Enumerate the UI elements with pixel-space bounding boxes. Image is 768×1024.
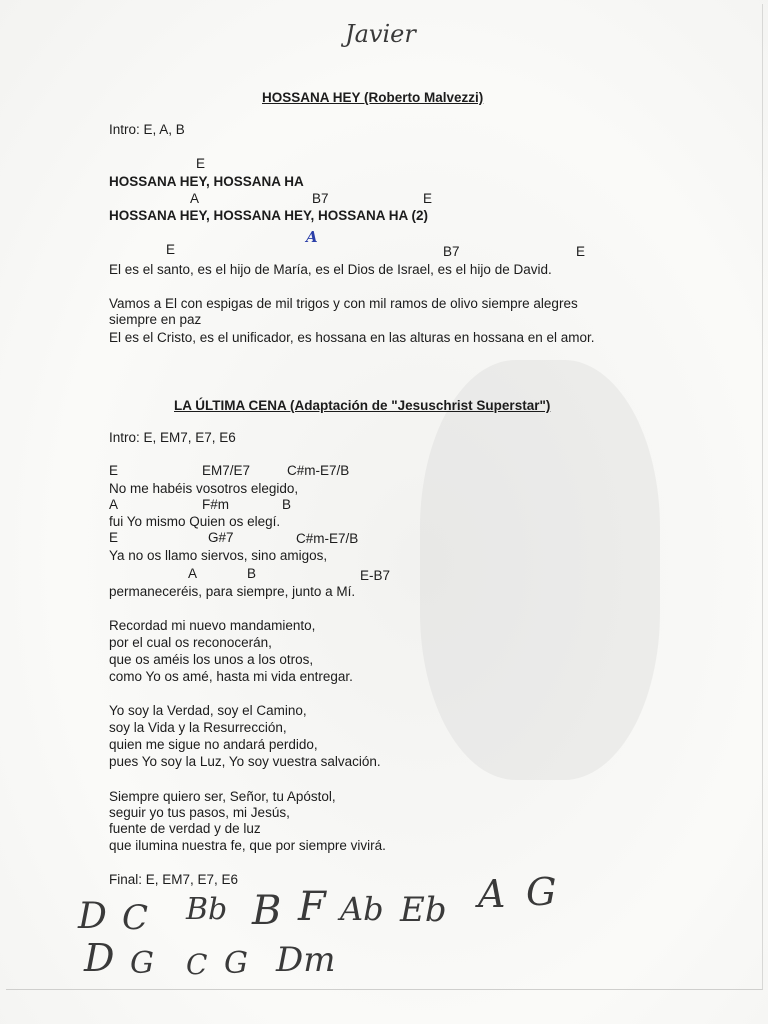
stanza-line: fuente de verdad y de luz — [109, 821, 261, 836]
stanza-line: Yo soy la Verdad, soy el Camino, — [109, 703, 307, 718]
chord: A — [190, 191, 200, 206]
chord: B — [247, 566, 257, 581]
verse-line: El es el Cristo, es el unificador, es hossana en las alturas en hossana en el amor. — [109, 330, 595, 345]
stanza-line: Siempre quiero ser, Señor, tu Apóstol, — [109, 789, 336, 804]
pen-chord-annotation: A — [306, 228, 318, 246]
stanza-line: por el cual os reconocerán, — [109, 635, 272, 650]
chord: E — [423, 191, 433, 206]
lyric-line: permaneceréis, para siempre, junto a Mí. — [109, 584, 356, 599]
lyric-line: HOSSANA HEY, HOSSANA HA — [109, 174, 304, 189]
note: G — [130, 946, 154, 981]
lyric-line: fui Yo mismo Quien os elegí. — [109, 514, 281, 529]
chord: G#7 — [208, 530, 234, 545]
stanza-line: que ilumina nuestra fe, que por siempre vivirá. — [109, 838, 386, 853]
lyric-line: No me habéis vosotros elegido, — [109, 481, 299, 496]
song2-final: Final: E, EM7, E7, E6 — [109, 872, 239, 887]
chord: E — [166, 242, 176, 257]
note: F — [298, 884, 326, 930]
note: G — [224, 946, 248, 981]
chord: A — [109, 497, 119, 512]
note: D — [84, 936, 115, 980]
note: B — [252, 888, 282, 934]
chord: B7 — [443, 244, 460, 259]
chord: A — [188, 566, 198, 581]
lyric-line: HOSSANA HEY, HOSSANA HEY, HOSSANA HA (2) — [109, 208, 429, 223]
stanza-line: quien me sigue no andará perdido, — [109, 737, 318, 752]
chord: C#m-E7/B — [296, 531, 359, 546]
note: D — [78, 896, 107, 937]
stanza-line: que os améis los unos a los otros, — [109, 652, 314, 667]
note: C — [186, 948, 208, 981]
note: A — [478, 872, 506, 916]
note: Eb — [400, 890, 447, 930]
note: C — [122, 898, 149, 938]
note: Ab — [340, 890, 384, 928]
verse-line: Vamos a El con espigas de mil trigos y con mil ramos de olivo siempre alegres — [109, 296, 578, 311]
stanza-line: Recordad mi nuevo mandamiento, — [109, 618, 316, 633]
handwritten-name: Javier — [345, 20, 416, 48]
stanza-line: como Yo os amé, hasta mi vida entregar. — [109, 669, 353, 684]
stanza-line: soy la Vida y la Resurrección, — [109, 720, 287, 735]
chord: E — [109, 463, 119, 478]
verse-line: siempre en paz — [109, 312, 202, 327]
note: G — [526, 870, 557, 914]
note: Dm — [276, 940, 336, 980]
chord: C#m-E7/B — [287, 463, 350, 478]
song2-intro: Intro: E, EM7, E7, E6 — [109, 430, 236, 445]
song1-title: HOSSANA HEY (Roberto Malvezzi) — [262, 90, 484, 105]
chord: E — [576, 244, 586, 259]
chord: B7 — [312, 191, 329, 206]
note: Bb — [186, 892, 228, 927]
chord: F#m — [202, 497, 229, 512]
chord: B — [282, 497, 292, 512]
scan-shadow — [420, 360, 660, 780]
song1-intro: Intro: E, A, B — [109, 122, 185, 137]
chord: EM7/E7 — [202, 463, 251, 478]
chord: E — [109, 530, 119, 545]
chord: E — [196, 156, 206, 171]
stanza-line: pues Yo soy la Luz, Yo soy vuestra salvación. — [109, 754, 381, 769]
chord: E-B7 — [360, 568, 391, 583]
stanza-line: seguir yo tus pasos, mi Jesús, — [109, 805, 290, 820]
lyric-line: El es el santo, es el hijo de María, es el Dios de Israel, es el hijo de David. — [109, 262, 552, 277]
song2-title: LA ÚLTIMA CENA (Adaptación de "Jesuschrist Superstar") — [174, 398, 551, 413]
lyric-line: Ya no os llamo siervos, sino amigos, — [109, 548, 328, 563]
